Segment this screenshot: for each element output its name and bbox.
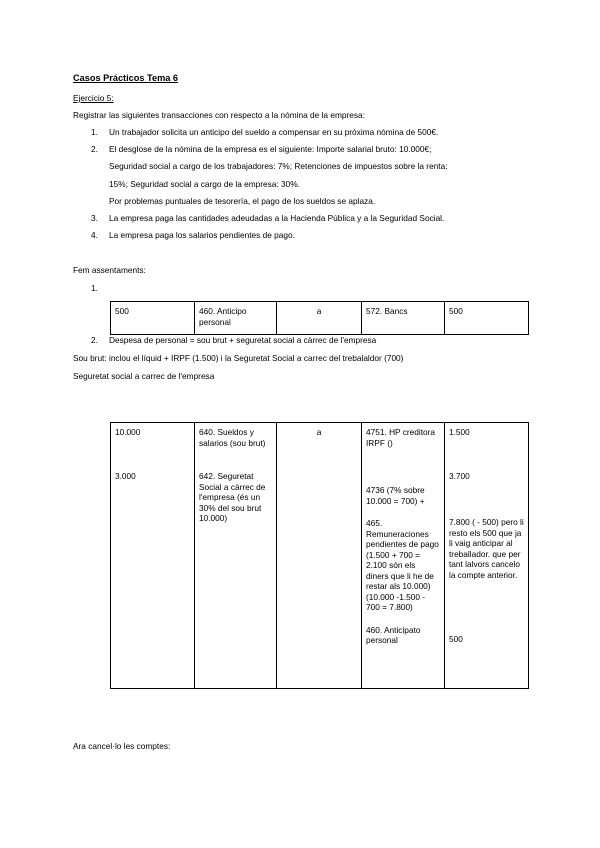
item-text-line: Por problemas puntuales de tesorería, el pago de los sueldos se aplaza. <box>109 196 376 206</box>
credit-account: 572. Bancs <box>362 302 445 335</box>
debit-account: 642. Seguretat Social a càrrec de l'empresa (és un 30% del sou brut 10.000) <box>199 471 266 523</box>
item-text-line: Seguridad social a cargo de los trabajadores: 7%; Retenciones de impuestos sobre la renta: <box>109 161 448 171</box>
debit-account-cell <box>195 423 277 689</box>
closing-text: Ara cancel·lo les comptes: <box>73 741 171 751</box>
debit-amount: 10.000 <box>115 427 141 437</box>
credit-account: 460. Anticipato personal <box>366 624 421 645</box>
credit-amount: 7.800 ( - 500) pero li resto els 500 que ja li vaig anticipar al treballador. que per tant lalvors cancelo la compte anterior. <box>449 517 524 580</box>
item-text-line: El desglose de la nómina de la empresa es el siguiente: Importe salarial bruto: 10.000€; <box>109 144 432 154</box>
credit-account: 4751. HP creditora IRPF () <box>366 427 436 448</box>
credit-amount: 3.700 <box>449 471 470 481</box>
journal-entry-1 <box>110 301 529 335</box>
credit-amount: 500 <box>445 302 529 335</box>
credit-account: 465. Remuneraciones pendientes de pago (1.500 + 700 = 2.100 són els diners que li he de restar als 10.000) (10.000 -1.500 - 700 = 7.800) <box>366 518 439 612</box>
table-row <box>111 302 529 335</box>
note-text: Seguretat social a carrec de l'empresa <box>73 371 215 381</box>
item-number: 4. <box>91 230 98 240</box>
item-number: 3. <box>91 213 98 223</box>
credit-amount-cell <box>445 423 529 689</box>
item-text: La empresa paga los salarios pendientes de pago. <box>109 230 295 240</box>
step-number: 1. <box>91 283 98 293</box>
item-number: 1. <box>91 127 98 137</box>
credit-account-cell <box>362 423 445 689</box>
to-marker: a <box>277 302 362 335</box>
debit-amount: 500 <box>111 302 195 335</box>
step-text: Despesa de personal = sou brut + seguretat social a càrrec de l'empresa <box>109 335 377 345</box>
item-text: La empresa paga las cantidades adeudadas a la Hacienda Pública y a la Seguridad Social. <box>109 213 445 223</box>
debit-amount-cell <box>111 423 195 689</box>
debit-account: 460. Anticipo personal <box>195 302 277 335</box>
fem-heading: Fem assentaments: <box>73 265 146 275</box>
item-text: Un trabajador solicita un anticipo del sueldo a compensar en su próxima nómina de 500€. <box>109 127 439 137</box>
step-number: 2. <box>91 335 98 345</box>
debit-account: 640. Sueldos y salarios (sou brut) <box>199 427 266 448</box>
to-marker-cell <box>277 423 362 689</box>
item-number: 2. <box>91 144 98 154</box>
to-marker: a <box>316 427 322 437</box>
credit-account: 4736 (7% sobre 10.000 = 700) + <box>366 485 425 506</box>
item-text-line: 15%; Seguridad social a cargo de la empresa: 30%. <box>109 179 300 189</box>
journal-entry-2 <box>110 422 529 689</box>
credit-amount: 1.500 <box>449 427 470 437</box>
doc-title: Casos Prácticos Tema 6 <box>73 73 179 83</box>
table-row <box>111 423 529 689</box>
exercise-heading: Ejercicio 5: <box>73 93 114 103</box>
note-text: Sou brut: inclou el líquid + IRPF (1.500) i la Seguretat Social a carrec del trebalaldor (700) <box>73 353 404 363</box>
debit-amount: 3.000 <box>115 470 136 481</box>
credit-amount: 500 <box>449 634 463 644</box>
intro-text: Registrar las siguientes transacciones con respecto a la nómina de la empresa: <box>73 110 365 120</box>
